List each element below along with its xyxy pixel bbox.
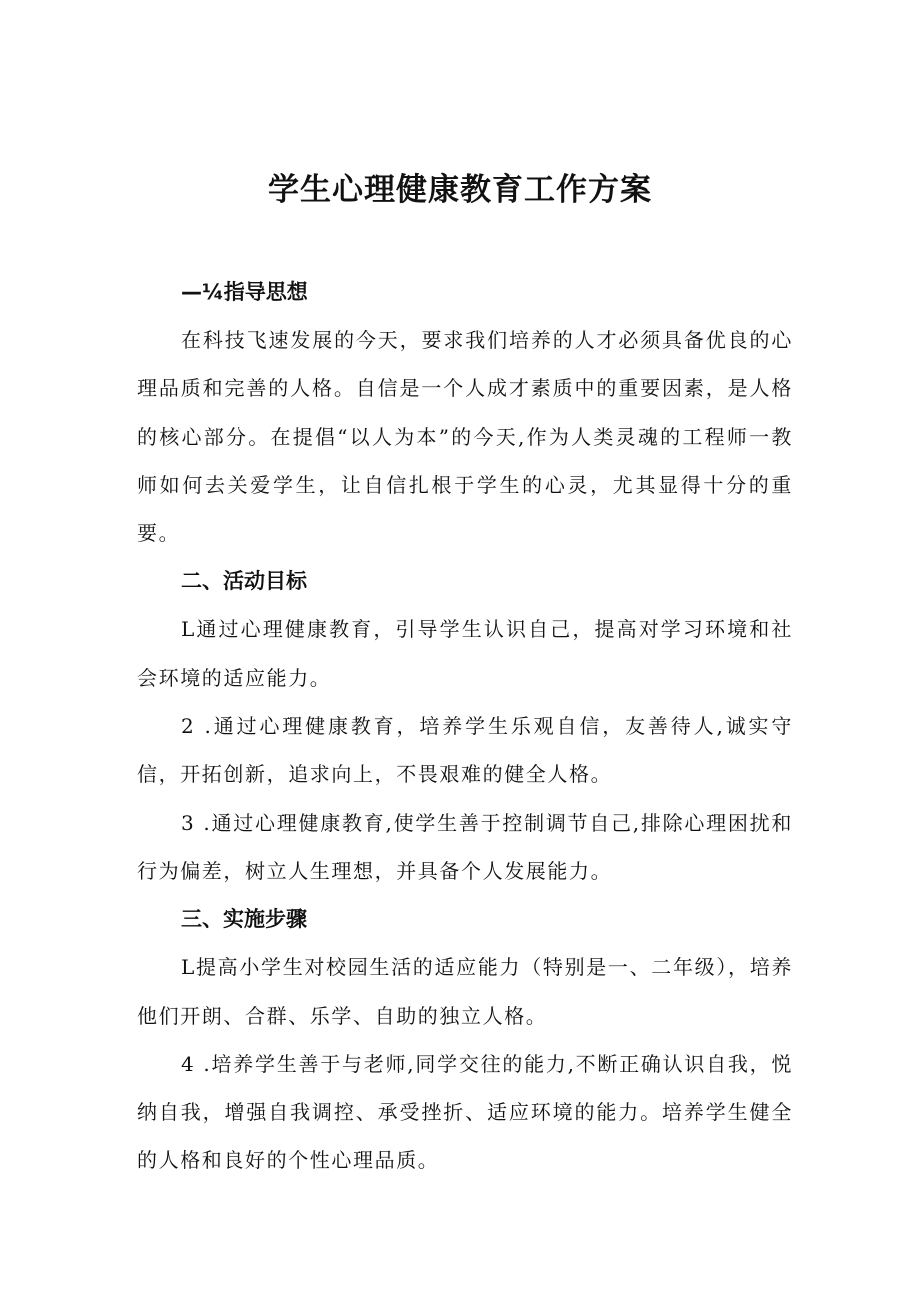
paragraph-goal-1: L通过心理健康教育，引导学生认识自己，提高对学习环境和社会环境的适应能力。 [137, 617, 793, 690]
document-title: 学生心理健康教育工作方案 [268, 172, 652, 208]
paragraph-step-2: 4 .培养学生善于与老师,同学交往的能力,不断正确认识自我，悦纳自我，增强自我调控、承受挫折、适应环境的能力。培养学生健全的人格和良好的个性心理品质。 [137, 1051, 793, 1173]
paragraph-guiding-ideology: 在科技飞速发展的今天，要求我们培养的人才必须具备优良的心理品质和完善的人格。自信是一个人成才素质中的重要因素，是人格的核心部分。在提倡“以人为本”的今天,作为人类灵魂的工程师一教师如何去关爱学生，让自信扎根于学生的心灵，尤其显得十分的重要。 [137, 328, 793, 546]
paragraph-goal-3: 3 .通过心理健康教育,使学生善于控制调节自己,排除心理困扰和行为偏差，树立人生理想，并具备个人发展能力。 [137, 810, 793, 883]
paragraph-goal-2: 2 .通过心理健康教育，培养学生乐观自信，友善待人,诚实守信，开拓创新，追求向上，不畏艰难的健全人格。 [137, 714, 793, 787]
section-heading-activity-goals: 二、活动目标 [181, 569, 307, 594]
document-body [137, 268, 793, 1185]
section-heading-guiding-ideology: —¼指导思想 [181, 280, 308, 304]
section-heading-implementation-steps: 三、实施步骤 [181, 907, 307, 932]
paragraph-step-1: L提高小学生对校园生活的适应能力（特别是一、二年级），培养他们开朗、合群、乐学、自助的独立人格。 [137, 955, 793, 1028]
